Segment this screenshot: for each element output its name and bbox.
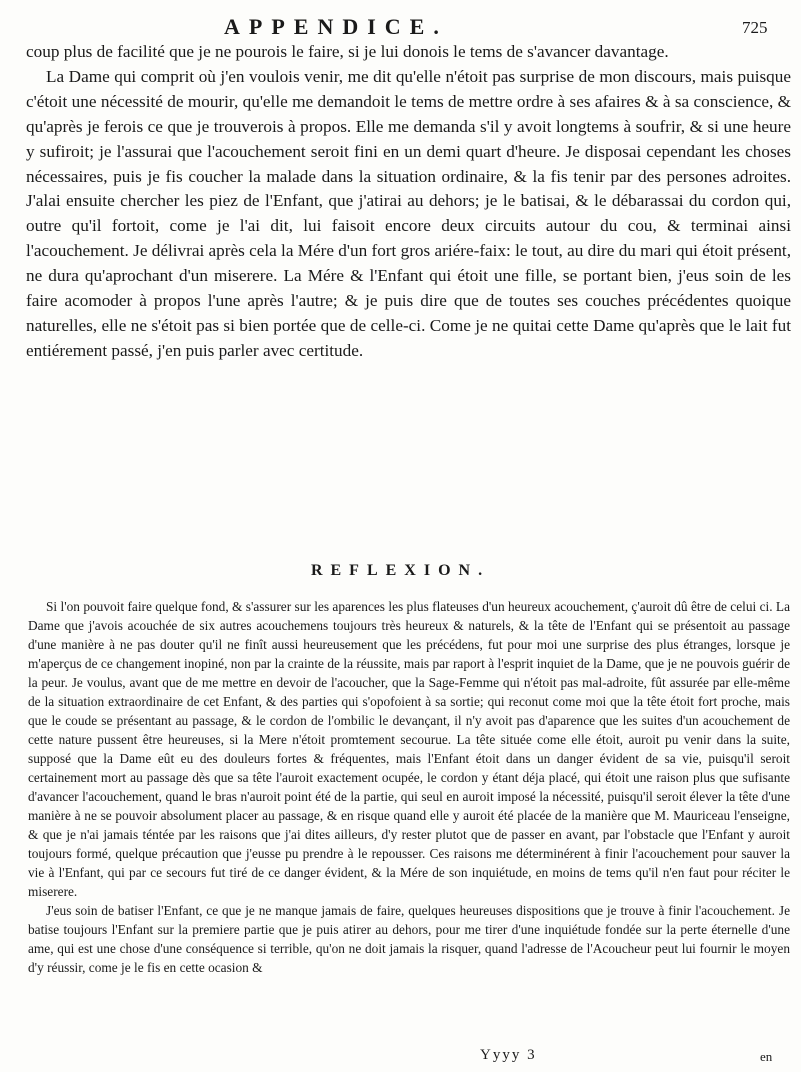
catchword: en (760, 1049, 773, 1064)
section-heading: REFLEXION. (310, 562, 491, 579)
paragraph-continuation: coup plus de facilité que je ne pourois le faire, si je lui donois le tems de s'avancer davantage. (26, 42, 669, 61)
main-text (26, 40, 791, 364)
reflexion-paragraph: J'eus soin de batiser l'Enfant, ce que je ne manque jamais de faire, quelques heureuses dispositions que je trouve à finir l'acouchement. Je batise toujours l'Enfant sur la premiere partie que je puis atirer au dehors, pour me tirer d'une inquiétude fondée sur la perte éternelle d'une ame, qui est une chose d'une conséquence si terrible, qu'on ne doit jamais la risquer, quand l'adresse de l'Acoucheur peut lui fournir le moyen d'y réussir, come je le fis en cette ocasion & (28, 903, 790, 975)
page-footer (0, 1047, 801, 1071)
signature-mark: Yyyy 3 (480, 1047, 537, 1063)
running-head: APPENDICE. (224, 14, 448, 39)
paragraph-case-narrative: La Dame qui comprit où j'en voulois venir, me dit qu'elle n'étoit pas surprise de mon discours, mais puisque c'étoit une nécessité de mourir, qu'elle me demandoit le tems de mettre ordre à ses afaires & à sa conscience, & qu'après je ferois ce que je trouverois à propos. Elle me demanda s'il y avoit longtems à soufrir, & si une heure y sufiroit; je l'assurai que l'acouchement seroit fini en un demi quart d'heure. Je disposai cependant les choses nécessaires, puis je fis coucher la malade dans la situation ordinaire, & la fis tenir par des persones adroites. J'alai ensuite chercher les piez de l'Enfant, que j'atirai au dehors; je le batisai, & le débarassai du cordon qui, outre qu'il fortoit, come je l'ai dit, lui faisoit encore deux circuits autour du cou, & terminai ainsi l'acouchement. Je délivrai après cela la Mére d'un fort gros ariére-faix: le tout, au dire du mari qui étoit présent, ne dura qu'aprochant d'un miserere. La Mére & l'Enfant qui étoit une fille, se portant bien, j'eus soin de les faire acomoder à propos l'une après l'autre; & je puis dire que de toutes ses couches précédentes quoique naturelles, elle ne s'étoit pas si bien portée que de celle-ci. Come je ne quitai cette Dame qu'après que le lait fut entiérement passé, j'en puis parler avec certitude. (26, 66, 792, 360)
reflexion-paragraph: Si l'on pouvoit faire quelque fond, & s'assurer sur les aparences les plus flateuses d'un heureux acouchement, ç'auroit dû être de celui ci. La Dame que j'avois acouchée de six autres acouchemens toujours très heureux & naturels, & la tête de l'Enfant qui se présentoit au passage d'une manière à ne pas douter qu'il ne finît aussi heureusement que les précédens, fut pour moi une surprise des plus étranges, lorsque je m'aperçus de ce changement inopiné, non par la crainte de la réussite, mais par raport à l'esprit inquiet de la Dame, que je ne pouvois guérir de la peur. Je voulus, avant que de me mettre en devoir de l'acoucher, que la Sage-Femme qui n'étoit pas mal-adroite, fût assurée par elle-même de la situation extraordinaire de cet Enfant, & des parties qui s'opofoient à sa sortie; qui reconut come moi que la tête étoit fort proche, mais que le coude se présentant au passage, & le cordon de l'ombilic le devançant, il n'y avoit pas d'aparence que les suites d'un acouchement de cette nature pussent être heureuses, si la Mere n'étoit promtement secourue. La tête située come elle étoit, auroit pu venir dans la suite, supposé que la Dame eût eu des douleurs fortes & fréquentes, mais l'Enfant étoit dans un danger évident de sa vie, puisqu'il seroit certainement mort au passage dès que sa tête l'auroit exactement ocupée, le cordon y étant déja placé, qui étoit une raison plus que sufisante d'avancer l'acouchement, quand le bras n'auroit point été de la partie, qui seul en auroit imposé la nécessité, puisqu'il seroit élever la tête d'une manière à ne se pouvoir absolument placer au passage, & en risque quand elle y auroit été placée de la manière que M. Mauriceau l'enseigne, & que je n'ai jamais téntée par les raisons que j'ai dites ailleurs, d'y rester plutot que de passer en avant, par l'obstacle que l'Enfant y auroit toujours formé, quelque précaution que j'eusse pu prendre à le repousser. Ces raisons me déterminérent à finir l'acouchement pour sauver la vie à l'Enfant, qui par ce secours fut tiré de ce danger évident, & la Mére de son inquiétude, en moins de tems qu'il n'en faut pour réciter le miserere. (28, 599, 790, 899)
page-number: 725 (742, 18, 768, 37)
reflexion-text (28, 597, 790, 977)
